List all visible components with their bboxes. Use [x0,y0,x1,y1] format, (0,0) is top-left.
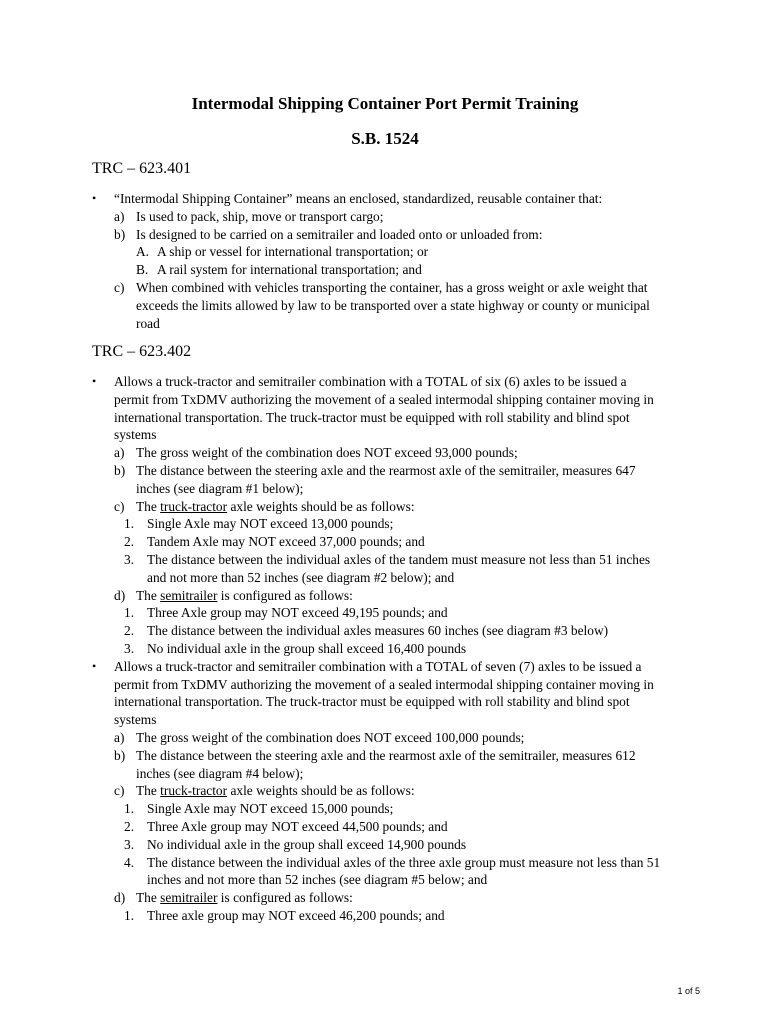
line-text [136,297,650,315]
line-text-segment: international transportation. The truck-tractor must be equipped with roll stability and blind spot [114,409,630,425]
line-text-segment: inches (see diagram #1 below); [136,480,304,496]
section-623-401-body [0,190,770,332]
line-text [136,208,383,226]
line-text-segment: The distance between the individual axles of the tandem must measure not less than 51 inches [147,551,651,567]
text-line [0,190,770,208]
line-text [147,551,650,569]
list-marker: A. [136,244,150,260]
line-text-segment: The distance between the steering axle and the rearmost axle of the semitrailer, measures 612 [136,747,636,763]
text-line [0,854,770,872]
line-text [136,462,636,480]
list-marker: b) [114,226,126,242]
bullet-marker: • [92,658,97,673]
text-line [0,297,770,315]
text-line [0,640,770,658]
text-line [0,747,770,765]
line-text-segment: Allows a truck-tractor and semitrailer combination with a TOTAL of six (6) axles to be issued a [114,374,627,389]
line-text [147,569,454,587]
line-text [136,729,524,747]
line-text [114,426,156,444]
line-text-segment: The [136,498,161,514]
line-text-segment: Is used to pack, ship, move or transport cargo; [136,208,384,224]
text-line [0,800,770,818]
list-marker: 3. [124,551,135,567]
text-line [0,279,770,297]
text-line [0,261,770,279]
line-text [136,315,160,333]
text-line [0,836,770,854]
list-marker: 1. [124,801,135,817]
text-line [0,711,770,729]
line-text-segment: When combined with vehicles transporting the container, has a gross weight or axle weight that [136,279,648,295]
underlined-term: truck-tractor [160,783,228,799]
line-text [147,854,660,872]
list-marker: c) [114,498,125,514]
text-line [0,426,770,444]
document-title: Intermodal Shipping Container Port Permit Training [191,94,579,113]
text-line [0,604,770,622]
line-text-segment: No individual axle in the group shall exceed 14,900 pounds [147,836,467,852]
line-text [147,622,608,640]
line-text [147,800,393,818]
list-marker: a) [114,445,125,461]
line-text [114,711,156,729]
line-text-segment: systems [114,427,157,443]
text-line [0,409,770,427]
section-heading-623-401: TRC – 623.401 [92,160,192,177]
text-line [0,765,770,783]
line-text-segment: Three Axle group may NOT exceed 44,500 pounds; and [147,818,448,834]
line-text [147,640,466,658]
text-line [0,551,770,569]
line-text [136,480,303,498]
text-line [0,208,770,226]
list-marker: 1. [124,907,135,923]
line-text [114,391,654,409]
line-text [136,747,636,765]
line-text [147,533,425,551]
line-text-segment: The distance between the individual axles measures 60 inches (see diagram #3 below) [147,623,609,639]
line-text [114,676,654,694]
list-marker: d) [114,587,126,603]
list-marker: 3. [124,640,135,656]
text-line [0,373,770,391]
text-line [0,871,770,889]
text-line [0,462,770,480]
list-marker: b) [114,747,126,763]
section-623-402-body [0,373,770,925]
line-text [114,190,602,208]
line-text-segment: road [136,315,160,331]
line-text [147,604,448,622]
line-text-segment: The gross weight of the combination does NOT exceed 93,000 pounds; [136,445,518,461]
text-line [0,533,770,551]
line-text-segment: A ship or vessel for international transportation; or [157,244,429,260]
underlined-term: semitrailer [160,587,218,603]
list-marker: B. [136,262,149,278]
line-text [114,373,627,391]
line-text [136,444,518,462]
list-marker: a) [114,729,125,745]
line-text-segment: Three Axle group may NOT exceed 49,195 pounds; and [147,605,448,621]
text-line [0,480,770,498]
text-line [0,569,770,587]
line-text-segment: Single Axle may NOT exceed 13,000 pounds; [147,516,394,532]
bullet-marker: • [92,191,97,205]
text-line [0,391,770,409]
line-text-segment: inches (see diagram #4 below); [136,765,304,781]
line-text-segment: Three axle group may NOT exceed 46,200 pounds; and [147,907,445,923]
line-text-segment: The gross weight of the combination does NOT exceed 100,000 pounds; [136,729,525,745]
text-line [0,889,770,907]
line-text [147,515,393,533]
line-text [114,409,630,427]
line-text-segment: axle weights should be as follows: [227,498,415,514]
line-text-segment: The distance between the individual axles of the three axle group must measure not less than 51 [147,854,661,870]
text-line [0,676,770,694]
line-text [136,765,303,783]
line-text-segment: and not more than 52 inches (see diagram #2 below); and [147,569,455,585]
line-text [136,587,353,605]
page-number: 1 of 5 [677,986,700,996]
line-text-segment: exceeds the limits allowed by law to be transported over a state highway or county or municipal [136,297,650,313]
line-text-segment: international transportation. The truck-tractor must be equipped with roll stability and blind spot [114,694,630,710]
line-text [147,871,487,889]
line-text [147,818,448,836]
line-text-segment: The distance between the steering axle and the rearmost axle of the semitrailer, measures 647 [136,462,636,478]
line-text-segment: permit from TxDMV authorizing the movement of a sealed intermodal shipping container moving in [114,391,654,407]
line-text [114,693,630,711]
list-marker: 3. [124,836,135,852]
line-text-segment: The [136,587,161,603]
line-text-segment: inches and not more than 52 inches (see diagram #5 below; and [147,872,488,888]
list-marker: c) [114,279,125,295]
list-marker: 2. [124,534,135,550]
line-text-segment: Allows a truck-tractor and semitrailer combination with a TOTAL of seven (7) axles to be issued a [114,658,642,674]
line-text-segment: No individual axle in the group shall exceed 16,400 pounds [147,640,467,656]
text-line [0,315,770,333]
list-marker: c) [114,783,125,799]
list-marker: 2. [124,818,135,834]
line-text [136,226,542,244]
line-text-segment: is configured as follows: [217,890,353,906]
line-text [157,243,428,261]
line-text-segment: The [136,783,161,799]
list-marker: a) [114,208,125,224]
underlined-term: semitrailer [160,890,218,906]
text-line [0,782,770,800]
list-marker: 4. [124,854,135,870]
line-text-segment: is configured as follows: [217,587,353,603]
text-line [0,498,770,516]
line-text-segment: Is designed to be carried on a semitrailer and loaded onto or unloaded from: [136,226,543,242]
line-text [136,889,353,907]
list-marker: d) [114,890,126,906]
list-marker: 1. [124,605,135,621]
list-marker: 1. [124,516,135,532]
line-text-segment: permit from TxDMV authorizing the movement of a sealed intermodal shipping container moving in [114,676,654,692]
line-text [147,907,445,925]
text-line [0,818,770,836]
text-line [0,907,770,925]
line-text-segment: axle weights should be as follows: [227,783,415,799]
text-line [0,729,770,747]
line-text-segment: Single Axle may NOT exceed 15,000 pounds; [147,801,394,817]
section-heading-623-402: TRC – 623.402 [92,343,192,360]
text-line [0,444,770,462]
list-marker: 2. [124,623,135,639]
text-line [0,622,770,640]
line-text [136,279,648,297]
line-text-segment: The [136,890,161,906]
line-text-segment: A rail system for international transportation; and [157,262,422,278]
text-line [0,515,770,533]
line-text-segment: “Intermodal Shipping Container” means an enclosed, standardized, reusable container that: [114,191,603,206]
line-text [157,261,422,279]
text-line [0,243,770,261]
line-text [147,836,466,854]
text-line [0,693,770,711]
line-text [136,498,415,516]
line-text-segment: systems [114,712,157,728]
line-text-segment: Tandem Axle may NOT exceed 37,000 pounds; and [147,534,425,550]
line-text [114,658,641,676]
line-text [136,782,415,800]
text-line [0,587,770,605]
text-line [0,658,770,676]
bill-number: S.B. 1524 [351,129,419,148]
text-line [0,226,770,244]
list-marker: b) [114,462,126,478]
underlined-term: truck-tractor [160,498,228,514]
bullet-marker: • [92,374,97,388]
